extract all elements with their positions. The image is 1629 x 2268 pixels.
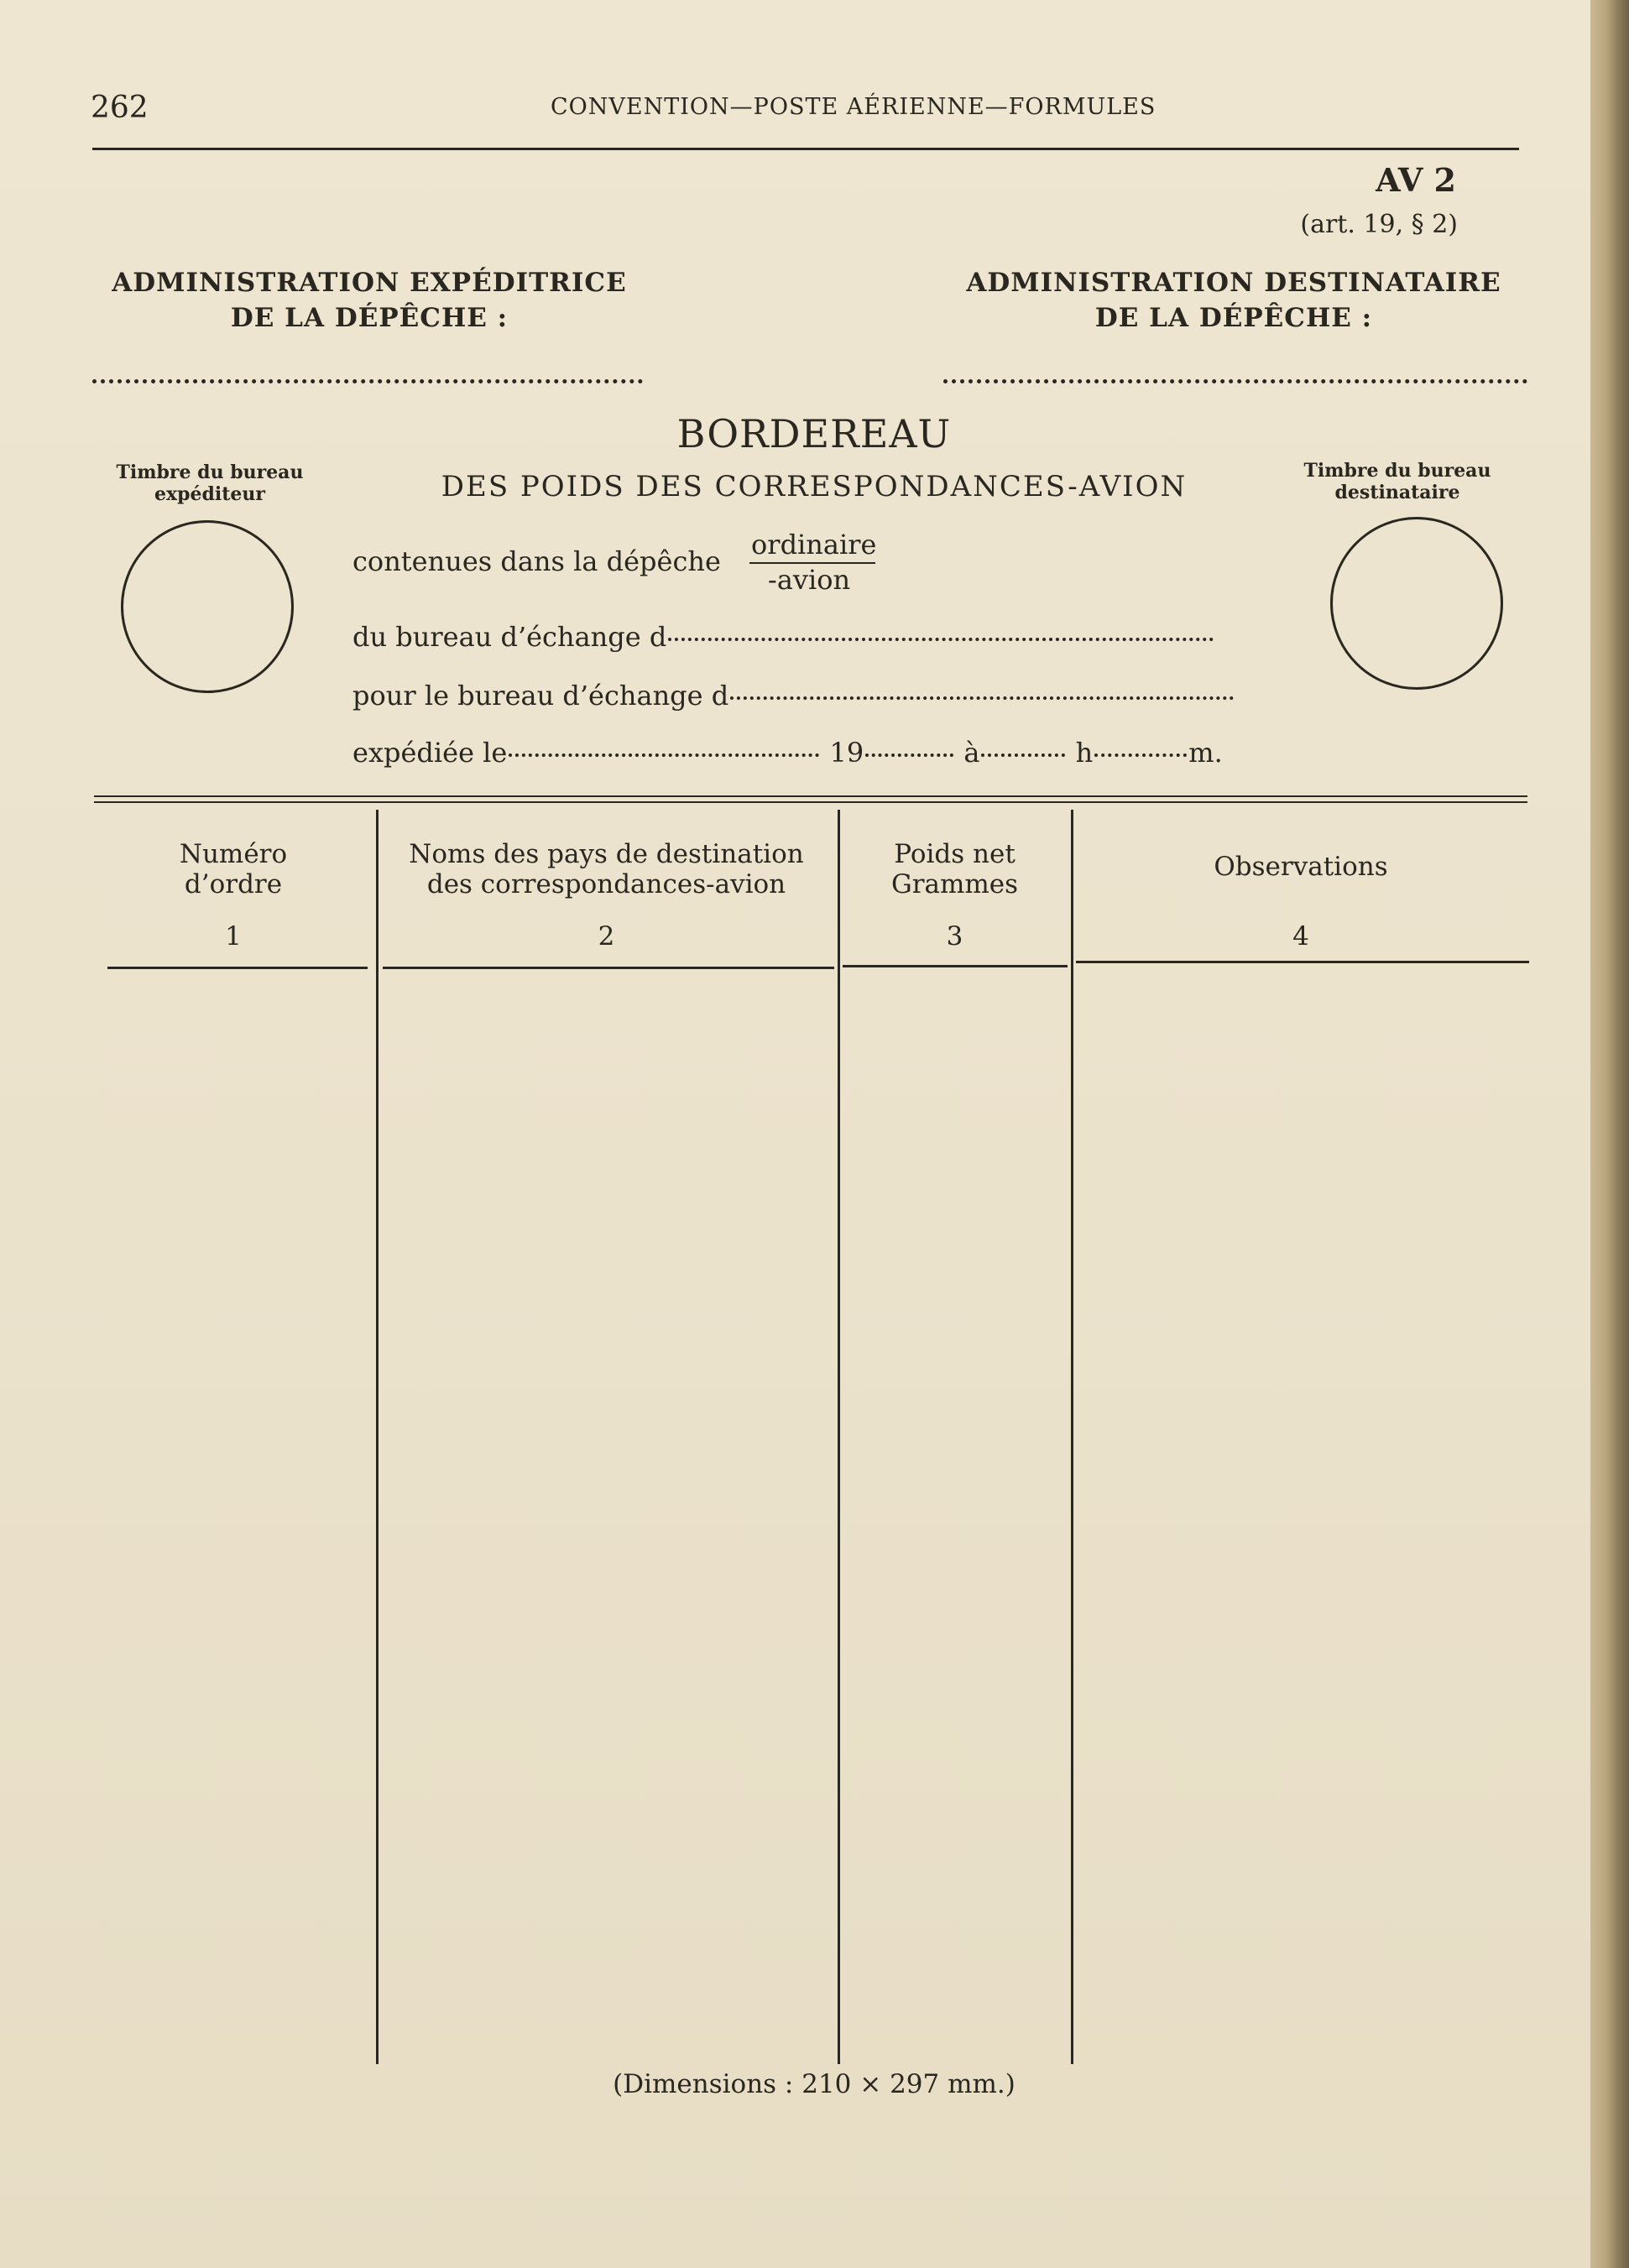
header-rule (92, 148, 1519, 150)
year-label: 19 (829, 737, 864, 769)
column-number-2: 2 (598, 921, 615, 952)
sent-label: expédiée le (352, 737, 508, 769)
dispatch-type-label: contenues dans la dépêche (352, 545, 721, 577)
fraction-top: ordinaire (751, 529, 877, 560)
dest-admin-line1: ADMINISTRATION DESTINATAIRE (966, 268, 1501, 298)
running-title: CONVENTION—POSTE AÉRIENNE—FORMULES (551, 94, 1156, 120)
hour-fill (1094, 753, 1187, 757)
from-office-fill (668, 638, 1214, 641)
col2-line1: Noms des pays de destination (409, 839, 804, 869)
dest-admin-line2: DE LA DÉPÊCHE : (1094, 303, 1373, 333)
column-number-1: 1 (225, 921, 242, 952)
page-number: 262 (91, 91, 149, 125)
column-number-4: 4 (1292, 921, 1309, 952)
header-underline-3 (843, 965, 1068, 967)
col4-line1: Observations (1214, 852, 1388, 882)
minute-label: m. (1188, 737, 1223, 769)
header-underline-2 (383, 967, 834, 969)
book-binding-edge (1590, 0, 1629, 2268)
form-subtitle: DES POIDS DES CORRESPONDANCES-AVION (441, 470, 1188, 503)
sent-date-fill (509, 753, 819, 757)
form-article: (art. 19, § 2) (1300, 210, 1458, 239)
sender-stamp-label-line2: expéditeur (154, 483, 265, 505)
destination-administration (923, 265, 1544, 336)
form-title: BORDEREAU (676, 411, 952, 456)
table-top-double-rule (94, 795, 1527, 803)
sender-stamp-label (101, 461, 319, 505)
column-header-destination-countries (378, 839, 835, 899)
header-underline-4 (1076, 961, 1529, 963)
sender-admin-line1: ADMINISTRATION EXPÉDITRICE (112, 268, 627, 298)
column-number-3: 3 (946, 921, 963, 952)
at-label: à (963, 737, 980, 769)
sender-admin-fill-line (92, 379, 643, 383)
col3-line1: Poids net (894, 839, 1016, 869)
at-fill (981, 753, 1065, 757)
dest-stamp-label-line2: destinataire (1334, 482, 1460, 503)
sent-date-line (352, 737, 1223, 769)
from-office-label: du bureau d’échange d (352, 621, 667, 653)
dest-stamp-label (1297, 460, 1498, 503)
to-office-fill (730, 696, 1234, 700)
dest-admin-fill-line (943, 379, 1527, 383)
fraction-bottom: -avion (768, 564, 851, 596)
column-divider-2 (838, 810, 840, 2064)
column-header-net-weight (839, 839, 1070, 899)
hour-label: h (1075, 737, 1094, 769)
to-office-line (352, 680, 1235, 712)
column-divider-1 (376, 810, 379, 2064)
dest-stamp-circle (1330, 517, 1503, 690)
header-underline-1 (107, 967, 368, 969)
dimensions-note: (Dimensions : 210 × 297 mm.) (613, 2069, 1016, 2099)
column-header-observations (1074, 852, 1527, 882)
dest-stamp-label-line1: Timbre du bureau (1303, 460, 1491, 482)
from-office-line (352, 621, 1215, 653)
sender-admin-line2: DE LA DÉPÊCHE : (230, 303, 509, 333)
sender-administration (84, 265, 655, 336)
to-office-label: pour le bureau d’échange d (352, 680, 729, 712)
col2-line2: des correspondances-avion (426, 869, 786, 899)
column-header-order-number (107, 839, 359, 899)
year-fill (865, 753, 953, 757)
column-divider-3 (1071, 810, 1073, 2064)
sender-stamp-label-line1: Timbre du bureau (116, 461, 304, 483)
form-code: AV 2 (1376, 161, 1456, 199)
col1-line1: Numéro (179, 839, 288, 869)
sender-stamp-circle (121, 520, 294, 693)
col3-line2: Grammes (890, 869, 1019, 899)
col1-line2: d’ordre (184, 869, 283, 899)
